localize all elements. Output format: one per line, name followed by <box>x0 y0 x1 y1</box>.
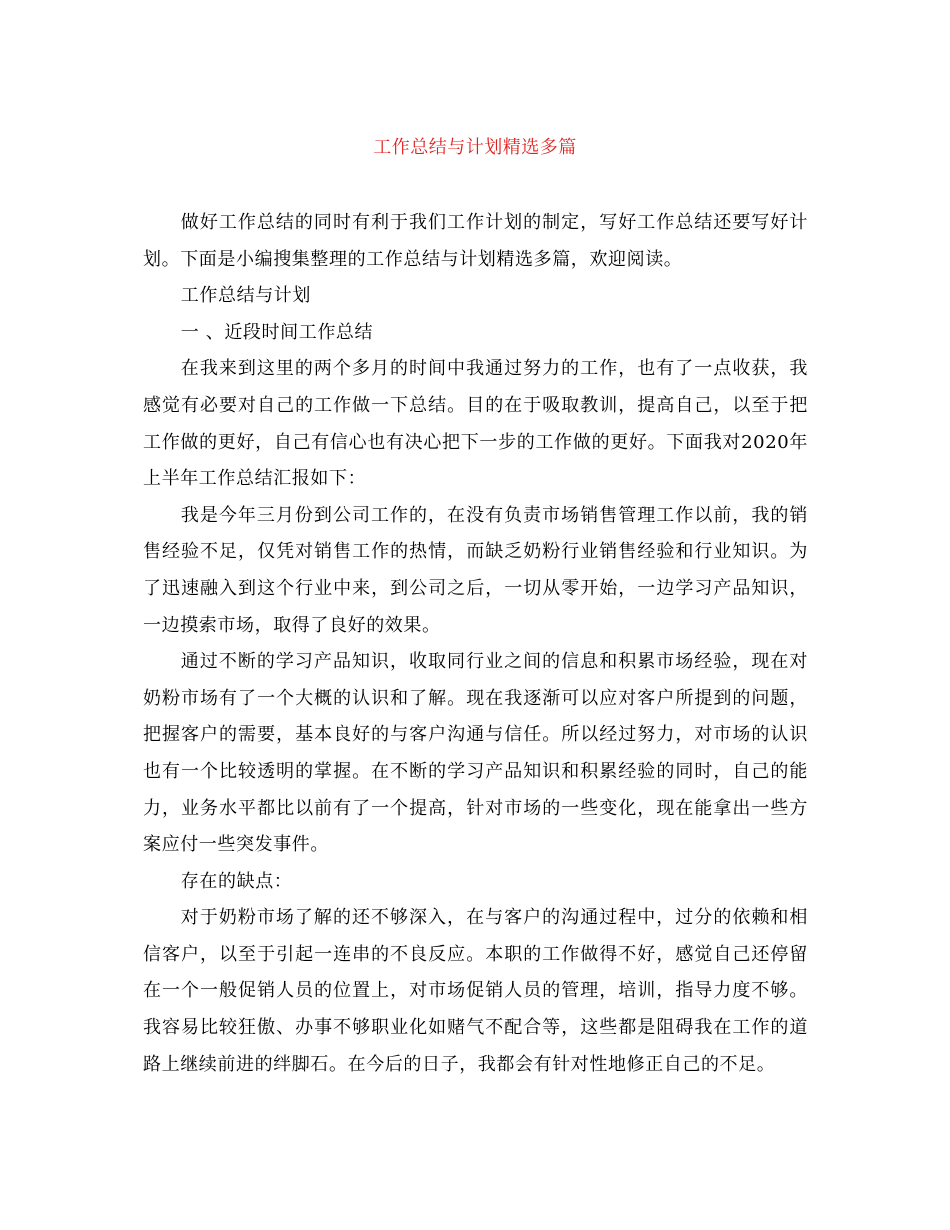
body-paragraph: 我是今年三月份到公司工作的，在没有负责市场销售管理工作以前，我的销售经验不足，仅凭对销售工作的热情，而缺乏奶粉行业销售经验和行业知识。为了迅速融入到这个行业中来，到公司之后，一切从零开始，一边学习产品知识，一边摸索市场，取得了良好的效果。 <box>143 504 808 636</box>
body-paragraph: 通过不断的学习产品知识，收取同行业之间的信息和积累市场经验，现在对奶粉市场有了一个大概的认识和了解。现在我逐渐可以应对客户所提到的问题，把握客户的需要，基本良好的与客户沟通与信任。所以经过努力，对市场的认识也有一个比较透明的掌握。在不断的学习产品知识和积累经验的同时，自己的能力，业务水平都比以前有了一个提高，针对市场的一些变化，现在能拿出一些方案应付一些突发事件。 <box>143 651 808 856</box>
section-heading: 工作总结与计划 <box>180 285 311 307</box>
document-body <box>143 205 808 1083</box>
document-title: 工作总结与计划精选多篇 <box>373 137 577 158</box>
subsection-heading: 存在的缺点： <box>180 870 293 892</box>
body-paragraph: 对于奶粉市场了解的还不够深入，在与客户的沟通过程中，过分的依赖和相信客户，以至于引起一连串的不良反应。本职的工作做得不好，感觉自己还停留在一个一般促销人员的位置上，对市场促销人员的管理，培训，指导力度不够。我容易比较狂傲、办事不够职业化如赌气不配合等，这些都是阻碍我在工作的道路上继续前进的绊脚石。在今后的日子，我都会有针对性地修正自己的不足。 <box>143 907 808 1075</box>
intro-paragraph: 做好工作总结的同时有利于我们工作计划的制定，写好工作总结还要写好计划。下面是小编搜集整理的工作总结与计划精选多篇，欢迎阅读。 <box>143 212 808 270</box>
body-paragraph: 在我来到这里的两个多月的时间中我通过努力的工作，也有了一点收获，我感觉有必要对自己的工作做一下总结。目的在于吸取教训，提高自己，以至于把工作做的更好，自己有信心也有决心把下一步的工作做的更好。下面我对2020年上半年工作总结汇报如下： <box>143 358 808 490</box>
subsection-heading: 一 、近段时间工作总结 <box>180 321 374 343</box>
